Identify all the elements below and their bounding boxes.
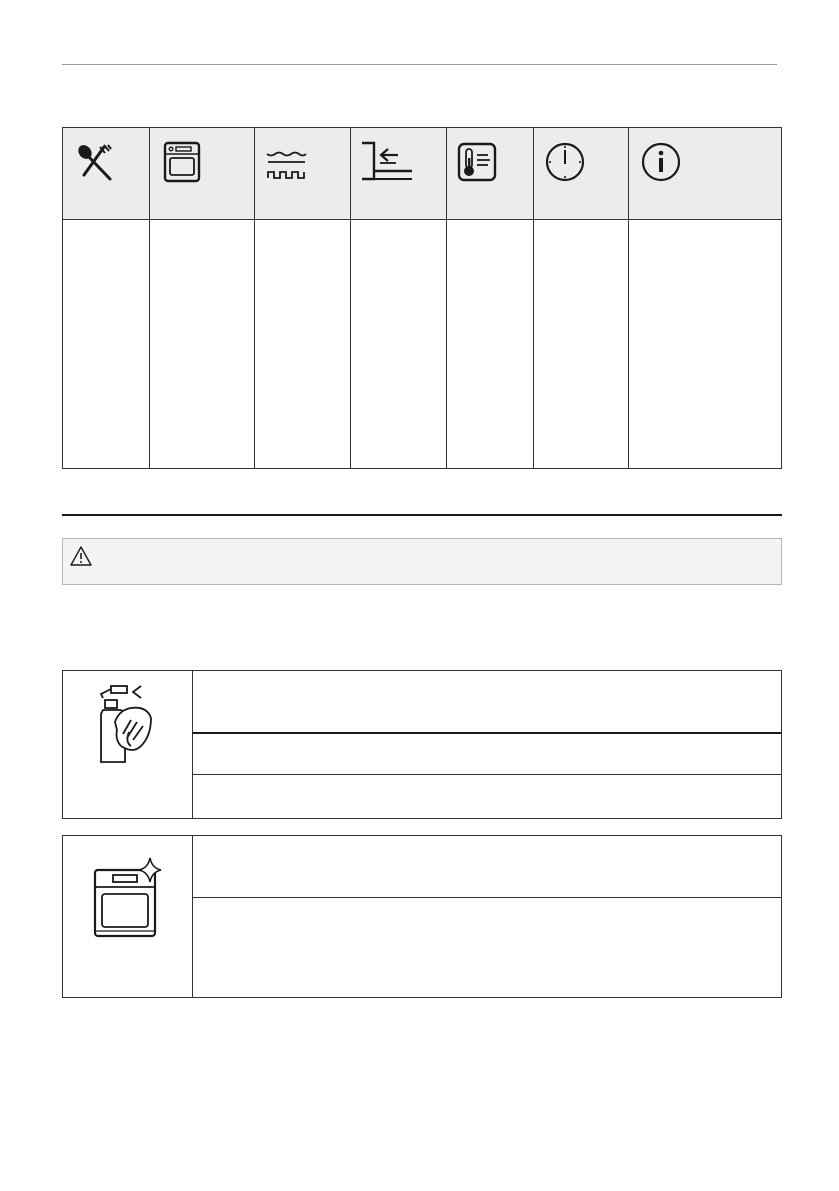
care-row — [192, 898, 781, 997]
table-cell — [446, 219, 533, 468]
table-cell — [149, 219, 254, 468]
table-cell — [628, 219, 781, 468]
tray-icon — [265, 150, 307, 187]
oven-function-icon — [163, 141, 203, 188]
clean-oven-icon — [93, 856, 163, 945]
care-row — [192, 775, 781, 818]
section-divider — [62, 514, 782, 516]
care-row — [192, 836, 781, 897]
table-cell — [63, 219, 149, 468]
care-icon-cell — [63, 836, 193, 997]
table-cell — [350, 219, 446, 468]
info-icon — [641, 142, 683, 189]
spray-cleaning-icon — [97, 684, 153, 771]
care-row — [192, 734, 781, 774]
cooking-table — [62, 127, 782, 469]
care-row — [192, 671, 781, 732]
warning-box — [62, 538, 782, 585]
food-type-icon — [74, 143, 116, 188]
oven-care-box — [62, 835, 782, 998]
shelf-position-icon — [360, 141, 416, 190]
time-icon — [545, 142, 587, 189]
cleaning-box — [62, 670, 782, 819]
care-icon-cell — [63, 671, 193, 818]
table-cell — [533, 219, 628, 468]
table-cell — [254, 219, 350, 468]
warning-triangle-icon — [69, 545, 93, 572]
temperature-icon — [457, 142, 499, 189]
top-divider — [62, 64, 777, 65]
